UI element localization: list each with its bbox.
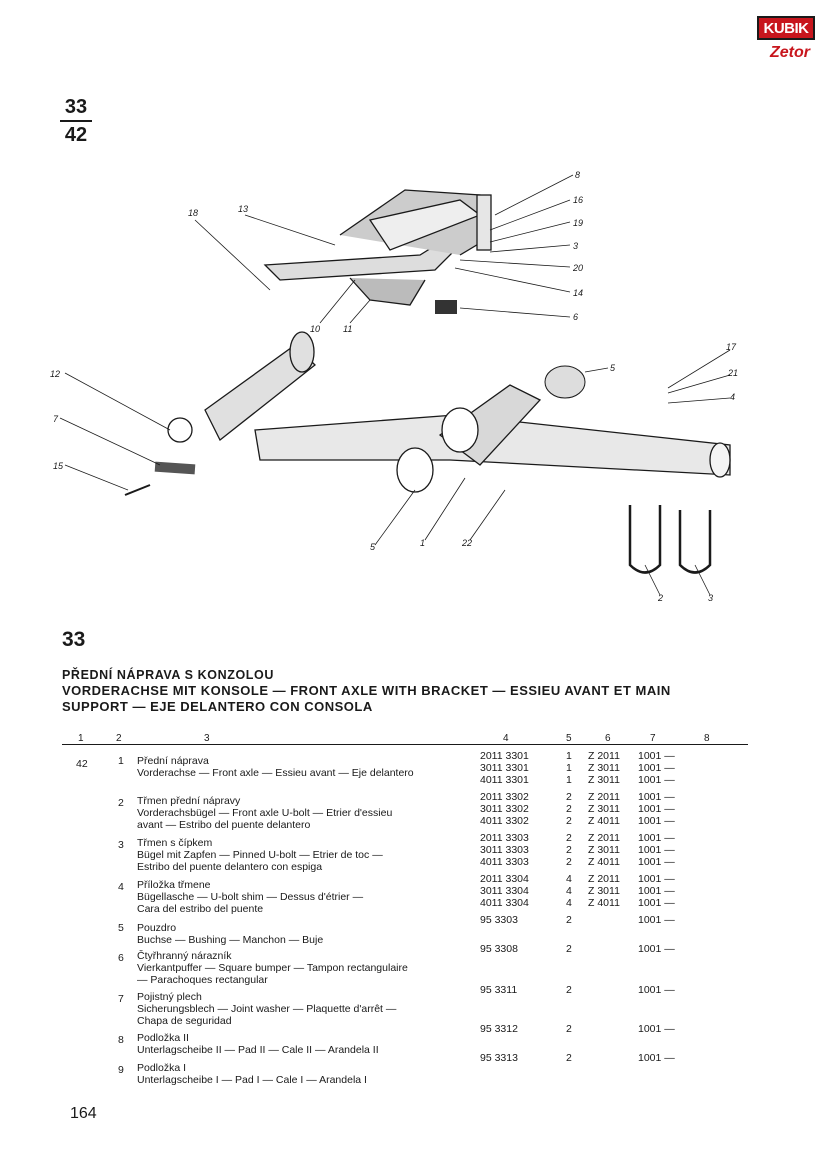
callout-label: 20 <box>573 263 584 273</box>
pinned-u-bolt <box>680 510 710 573</box>
section-number: 33 <box>62 628 86 651</box>
part-pos: 4 <box>118 881 124 893</box>
callout-label: 5 <box>370 542 376 552</box>
callout-label: 8 <box>575 170 581 180</box>
part-pos: 7 <box>118 993 124 1005</box>
callout-label: 18 <box>188 208 199 218</box>
zetor-logo: Zetor <box>770 44 810 61</box>
callout-label: 21 <box>728 368 739 378</box>
callout-label: 5 <box>610 363 616 373</box>
part-desc: Pojistný plech Sicherungsblech — Joint washer — Plaquette d'arrêt — Chapa de seguridad <box>137 991 397 1027</box>
part-pos: 1 <box>118 755 124 767</box>
heading-czech: PŘEDNÍ NÁPRAVA S KONZOLOU <box>62 668 274 682</box>
column-header: 8 <box>704 733 710 744</box>
callout-label: 1 <box>420 538 426 548</box>
table-cell: 42 <box>76 758 88 770</box>
column-header: 4 <box>503 733 509 744</box>
part-desc: Třmen s čípkem Bügel mit Zapfen — Pinned U-bolt — Etrier de toc — Estribo del puente delantero con espiga <box>137 837 383 873</box>
bolt <box>125 485 150 495</box>
callout-label: 7 <box>53 414 59 424</box>
column-header: 3 <box>204 733 210 744</box>
callout-label: 12 <box>50 369 61 379</box>
part-pos: 5 <box>118 922 124 934</box>
bracket-assembly <box>265 190 491 305</box>
part-pos: 6 <box>118 952 124 964</box>
square-bumper <box>435 300 457 314</box>
part-codes: 95 3303 2 1001 — <box>480 914 675 926</box>
callout-label: 15 <box>53 461 64 471</box>
front-axle <box>255 385 730 492</box>
callout-label: 6 <box>573 312 579 322</box>
part-codes: 95 3313 2 1001 — <box>480 1052 675 1064</box>
part-desc: Podložka II Unterlagscheibe II — Pad II — Cale II — Arandela II <box>137 1032 379 1056</box>
part-desc: Přední náprava Vorderachse — Front axle — Essieu avant — Eje delantero <box>137 755 414 779</box>
part-codes: 95 3311 2 1001 — <box>480 984 675 996</box>
bushing <box>545 366 585 398</box>
callout-label: 3 <box>708 593 714 603</box>
part-desc: Podložka I Unterlagscheibe I — Pad I — Cale I — Arandela I <box>137 1062 367 1086</box>
part-codes: 2011 3304 4 Z 2011 1001 — 3011 3304 4 Z 3011 1001 — 4011 3304 4 Z 4011 1001 — <box>480 873 675 909</box>
heading-multilingual: VORDERACHSE MIT KONSOLE — FRONT AXLE WITH BRACKET — ESSIEU AVANT ET MAIN SUPPORT — EJE DELANTERO CON CONSOLA <box>62 683 671 714</box>
page-fraction <box>60 96 92 146</box>
kubik-logo: KUBIK <box>757 16 815 40</box>
column-header: 2 <box>116 733 122 744</box>
callout-label: 16 <box>573 195 584 205</box>
callout-label: 11 <box>343 324 353 334</box>
callout-label: 17 <box>726 342 737 352</box>
pivot-tube <box>168 332 315 442</box>
part-desc: Pouzdro Buchse — Bushing — Manchon — Buje <box>137 922 324 946</box>
part-desc: Třmen přední nápravy Vorderachsbügel — Front axle U-bolt — Etrier d'essieu avant — Estribo del puente delantero <box>137 795 393 831</box>
u-bolt <box>630 505 660 573</box>
part-desc: Čtyřhranný nárazník Vierkantpuffer — Square bumper — Tampon rectangulaire — Parachoques rectangular <box>137 950 408 986</box>
part-desc: Příložka třmene Bügellasche — U-bolt shim — Dessus d'étrier — Cara del estribo del puente <box>137 879 364 915</box>
fraction-denominator: 42 <box>64 124 88 146</box>
callout-label: 2 <box>658 593 664 603</box>
column-header: 5 <box>566 733 572 744</box>
callout-label: 19 <box>573 218 584 228</box>
part-codes: 95 3308 2 1001 — <box>480 943 675 955</box>
header-rule <box>62 744 748 745</box>
callout-label: 14 <box>573 288 584 298</box>
part-pos: 9 <box>118 1064 124 1076</box>
fraction-numerator: 33 <box>64 96 88 118</box>
exploded-parts-diagram <box>40 160 780 620</box>
part-codes: 2011 3303 2 Z 2011 1001 — 3011 3303 2 Z 3011 1001 — 4011 3303 2 Z 4011 1001 — <box>480 832 675 868</box>
part-pos: 2 <box>118 797 124 809</box>
fraction-bar <box>60 120 92 122</box>
callout-label: 10 <box>310 324 321 334</box>
callout-label: 22 <box>462 538 473 548</box>
column-header: 6 <box>605 733 611 744</box>
callout-label: 13 <box>238 204 249 214</box>
callout-label: 4 <box>730 392 736 402</box>
part-codes: 95 3312 2 1001 — <box>480 1023 675 1035</box>
part-codes: 2011 3302 2 Z 2011 1001 — 3011 3302 2 Z 3011 1001 — 4011 3302 2 Z 4011 1001 — <box>480 791 675 827</box>
page-number: 164 <box>70 1105 97 1122</box>
column-header: 1 <box>78 733 84 744</box>
callout-label: 3 <box>573 241 579 251</box>
part-pos: 8 <box>118 1034 124 1046</box>
part-pos: 3 <box>118 839 124 851</box>
column-header: 7 <box>650 733 656 744</box>
part-codes: 2011 3301 1 Z 2011 1001 — 3011 3301 1 Z 3011 1001 — 4011 3301 1 Z 3011 1001 — <box>480 750 675 786</box>
joint-washer <box>155 462 196 475</box>
